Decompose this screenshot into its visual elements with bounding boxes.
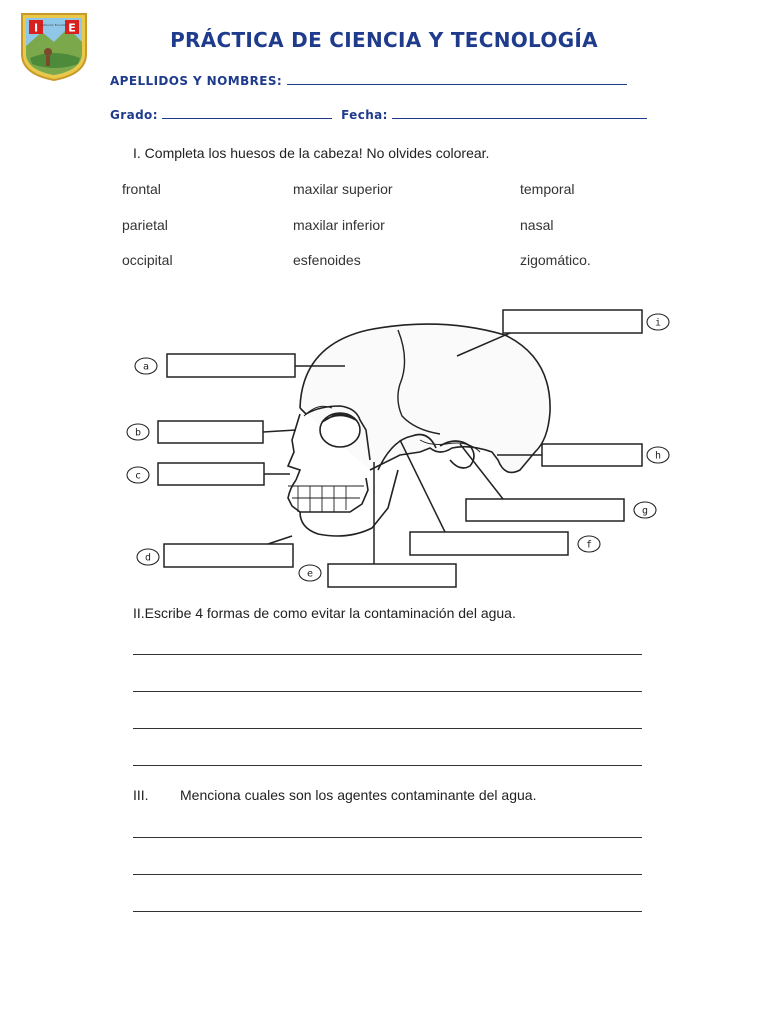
label-g: g (641, 505, 649, 517)
label-d: d (144, 552, 152, 564)
answer-line[interactable] (133, 874, 642, 875)
label-b: b (134, 427, 142, 439)
grade-label: Grado: (110, 108, 158, 122)
logo-letter-e: E (68, 21, 76, 35)
label-box-a[interactable] (167, 354, 295, 377)
name-label: APELLIDOS Y NOMBRES: (110, 74, 283, 88)
answer-line[interactable] (133, 654, 642, 655)
label-box-d[interactable] (164, 544, 293, 567)
answer-line[interactable] (133, 911, 642, 912)
label-a: a (142, 361, 150, 373)
question-3-number: III. (133, 787, 149, 803)
word-bank-item: maxilar superior (293, 181, 393, 197)
answer-line[interactable] (133, 765, 642, 766)
skull-diagram (0, 290, 768, 600)
word-bank-item: zigomático. (520, 252, 591, 268)
question-3: Menciona cuales son los agentes contaminante del agua. (180, 787, 537, 803)
page-title: PRÁCTICA DE CIENCIA Y TECNOLOGÍA (170, 28, 598, 52)
label-h: h (654, 450, 662, 462)
label-f: f (585, 539, 593, 551)
answer-line[interactable] (133, 728, 642, 729)
name-field (110, 73, 627, 88)
logo-small-text: Institución Educativa (40, 24, 68, 27)
question-2: II.Escribe 4 formas de como evitar la contaminación del agua. (133, 605, 516, 621)
word-bank-item: nasal (520, 217, 554, 233)
word-bank-item: esfenoides (293, 252, 361, 268)
grade-date-field (110, 107, 647, 122)
label-e: e (306, 568, 314, 580)
answer-line[interactable] (133, 837, 642, 838)
word-bank-item: occipital (122, 252, 173, 268)
label-box-c[interactable] (158, 463, 264, 485)
label-box-h[interactable] (542, 444, 642, 466)
word-bank-item: maxilar inferior (293, 217, 385, 233)
grade-blank[interactable] (162, 107, 332, 119)
logo-letter-i: I (33, 21, 39, 35)
label-box-f[interactable] (410, 532, 568, 555)
date-blank[interactable] (392, 107, 647, 119)
label-c: c (134, 470, 142, 482)
answer-line[interactable] (133, 691, 642, 692)
label-box-e[interactable] (328, 564, 456, 587)
name-blank[interactable] (287, 73, 627, 85)
date-label: Fecha: (341, 108, 388, 122)
word-bank-item: parietal (122, 217, 168, 233)
word-bank-item: temporal (520, 181, 575, 197)
question-1: I. Completa los huesos de la cabeza! No olvides colorear. (133, 145, 490, 161)
word-bank-item: frontal (122, 181, 161, 197)
label-box-i[interactable] (503, 310, 642, 333)
label-i: i (654, 317, 662, 329)
label-box-b[interactable] (158, 421, 263, 443)
label-box-g[interactable] (466, 499, 624, 521)
